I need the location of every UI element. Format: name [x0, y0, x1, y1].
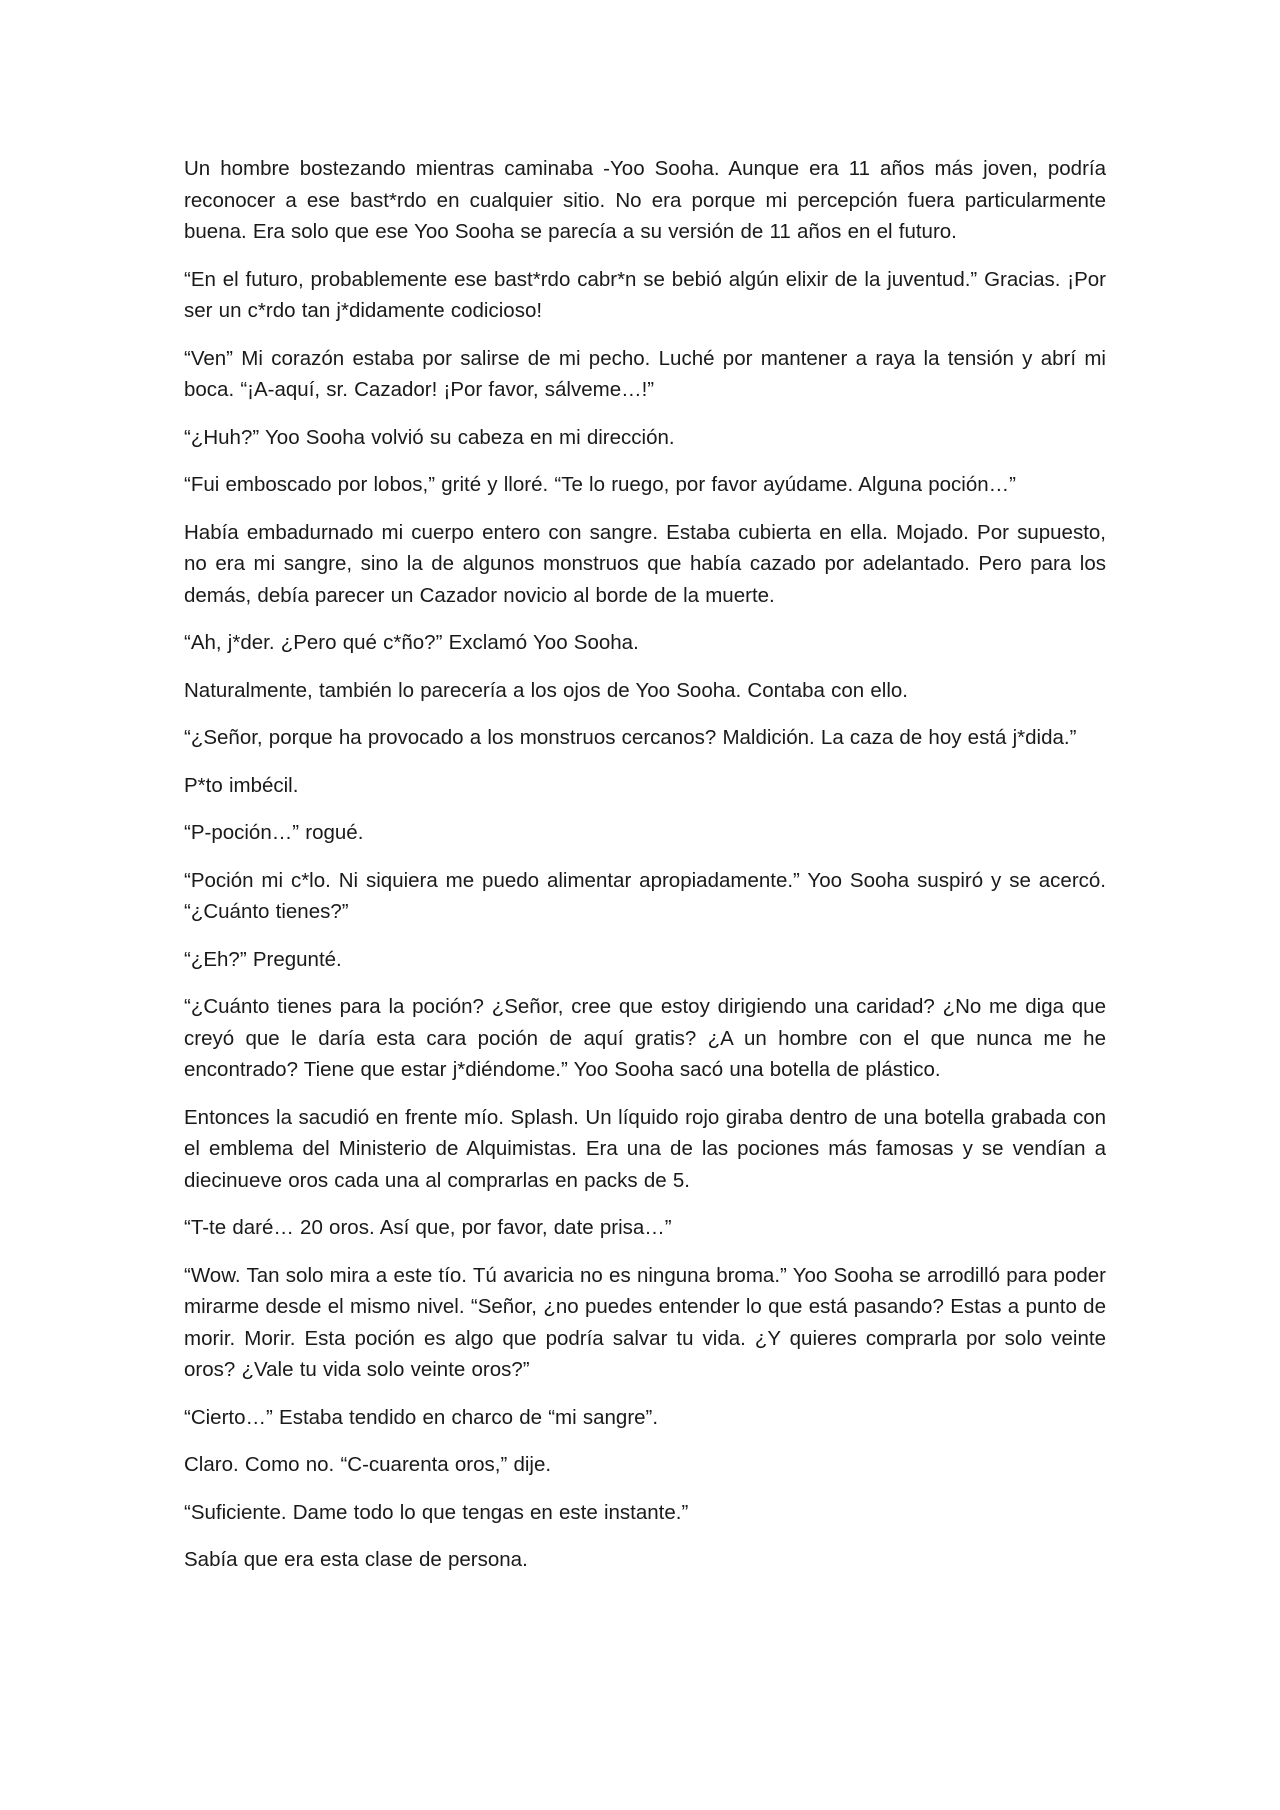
paragraph: “Ven” Mi corazón estaba por salirse de mi pecho. Luché por mantener a raya la tensión y abrí mi boca. “¡A-aquí, sr. Cazador! ¡Por favor, sálveme…!” [184, 346, 1106, 401]
paragraph: “¿Huh?” Yoo Sooha volvió su cabeza en mi dirección. [184, 425, 675, 449]
paragraph: Claro. Como no. “C-cuarenta oros,” dije. [184, 1453, 552, 1476]
paragraph: “¿Eh?” Pregunté. [184, 947, 342, 971]
paragraph: “T-te daré… 20 oros. Así que, por favor, date prisa…” [184, 1216, 672, 1239]
paragraph: “Fui emboscado por lobos,” grité y lloré. “Te lo ruego, por favor ayúdame. Alguna poción…” [184, 473, 1016, 496]
paragraph: “Poción mi c*lo. Ni siquiera me puedo alimentar apropiadamente.” Yoo Sooha suspiró y se acercó. “¿Cuánto tienes?” [184, 868, 1106, 923]
paragraph: Un hombre bostezando mientras caminaba -Yoo Sooha. Aunque era 11 años más joven, podría reconocer a ese bast*rdo en cualquier sitio. No era porque mi percepción fuera particularmente buena. Era solo que ese Yoo Sooha se parecía a su versión de 11 años en el futuro. [184, 157, 1106, 243]
paragraph: P*to imbécil. [184, 773, 299, 797]
document-body [184, 153, 1106, 1592]
paragraph: “En el futuro, probablemente ese bast*rdo cabr*n se bebió algún elixir de la juventud.” Gracias. ¡Por ser un c*rdo tan j*didamente codicioso! [184, 267, 1106, 322]
paragraph: “¿Señor, porque ha provocado a los monstruos cercanos? Maldición. La caza de hoy está j*dida.” [184, 726, 1077, 749]
paragraph: “Suficiente. Dame todo lo que tengas en este instante.” [184, 1500, 689, 1524]
paragraph: “Cierto…” Estaba tendido en charco de “mi sangre”. [184, 1405, 659, 1429]
paragraph: “Ah, j*der. ¿Pero qué c*ño?” Exclamó Yoo Sooha. [184, 631, 639, 654]
paragraph: “Wow. Tan solo mira a este tío. Tú avaricia no es ninguna broma.” Yoo Sooha se arrodilló para poder mirarme desde el mismo nivel. “Señor, ¿no puedes entender lo que está pasando? Estas a punto de morir. Morir. Esta poción es algo que podría salvar tu vida. ¿Y quieres comprarla por solo veinte oros? ¿Vale tu vida solo veinte oros?” [184, 1263, 1106, 1381]
paragraph: Sabía que era esta clase de persona. [184, 1548, 528, 1571]
paragraph: “¿Cuánto tienes para la poción? ¿Señor, cree que estoy dirigiendo una caridad? ¿No me diga que creyó que le daría esta cara poción de aquí gratis? ¿A un hombre con el que nunca me he encontrado? Tiene que estar j*diéndome.” Yoo Sooha sacó una botella de plástico. [184, 995, 1106, 1081]
paragraph: “P-poción…” rogué. [184, 821, 364, 844]
paragraph: Naturalmente, también lo parecería a los ojos de Yoo Sooha. Contaba con ello. [184, 678, 908, 702]
paragraph: Entonces la sacudió en frente mío. Splash. Un líquido rojo giraba dentro de una botella grabada con el emblema del Ministerio de Alquimistas. Era una de las pociones más famosas y se vendían a diecinueve oros cada una al comprarlas en packs de 5. [184, 1105, 1106, 1192]
paragraph: Había embadurnado mi cuerpo entero con sangre. Estaba cubierta en ella. Mojado. Por supuesto, no era mi sangre, sino la de algunos monstruos que había cazado por adelantado. Pero para los demás, debía parecer un Cazador novicio al borde de la muerte. [184, 520, 1106, 607]
